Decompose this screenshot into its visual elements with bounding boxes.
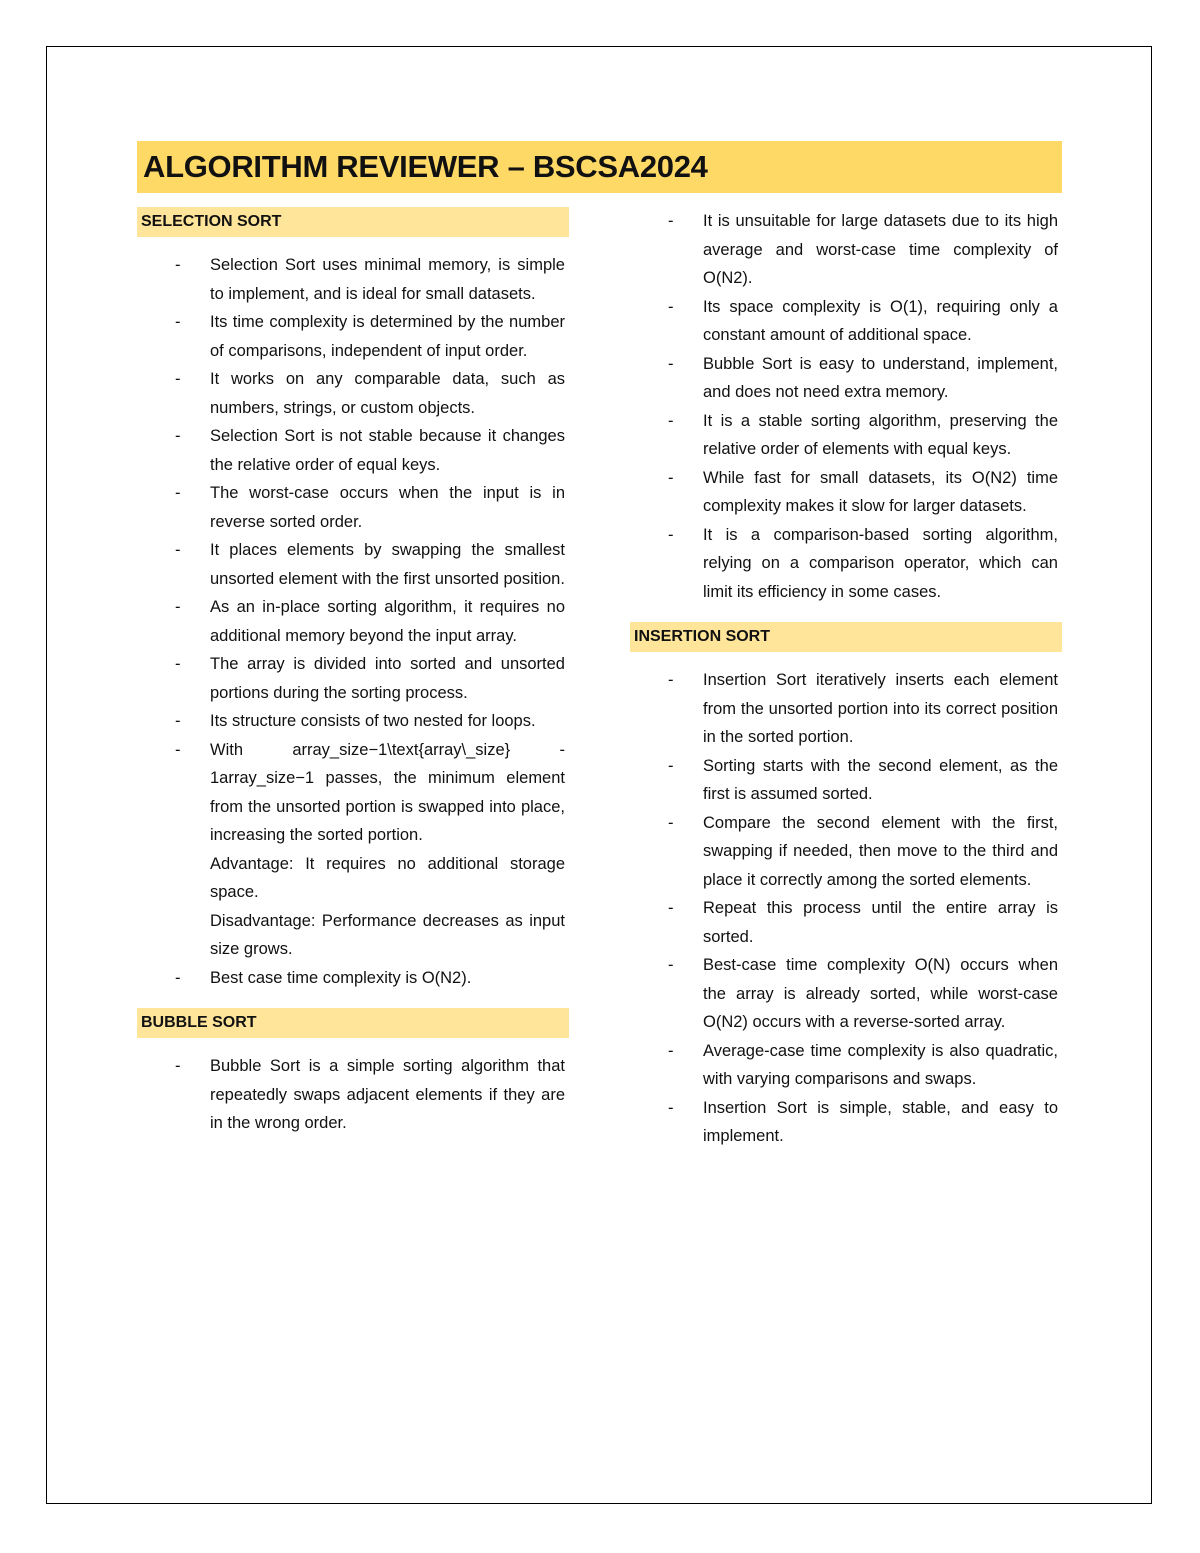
list-item: - Its structure consists of two nested for loops. xyxy=(137,707,569,736)
advantage-text: Advantage: It requires no additional storage space. xyxy=(210,854,565,901)
bullet-dash: - xyxy=(175,541,181,559)
list-item: - Bubble Sort is easy to understand, implement, and does not need extra memory. xyxy=(630,350,1062,407)
bullet-dash: - xyxy=(175,256,181,274)
bullet-dash: - xyxy=(175,484,181,502)
bullet-dash: - xyxy=(175,427,181,445)
document-title: ALGORITHM REVIEWER – BSCSA2024 xyxy=(143,149,708,184)
right-column xyxy=(630,207,1062,1151)
list-item: - While fast for small datasets, its O(N2) time complexity makes it slow for larger datasets. xyxy=(630,464,1062,521)
bullet-dash: - xyxy=(668,899,674,917)
bubble-sort-list-right xyxy=(630,207,1062,606)
list-item: - Compare the second element with the first, swapping if needed, then move to the third and place it correctly among the sorted elements. xyxy=(630,809,1062,895)
bullet-dash: - xyxy=(175,712,181,730)
list-item: - Insertion Sort iteratively inserts each element from the unsorted portion into its correct position in the sorted portion. xyxy=(630,666,1062,752)
bullet-dash: - xyxy=(175,968,181,987)
insertion-sort-list xyxy=(630,666,1062,1151)
list-item: - It works on any comparable data, such as numbers, strings, or custom objects. xyxy=(137,365,569,422)
bullet-dash: - xyxy=(668,756,674,775)
bubble-sort-list-left xyxy=(137,1052,569,1138)
bullet-dash: - xyxy=(175,598,181,616)
bullet-dash: - xyxy=(175,370,181,388)
list-item: - Average-case time complexity is also quadratic, with varying comparisons and swaps. xyxy=(630,1037,1062,1094)
bullet-dash: - xyxy=(668,1098,674,1117)
bullet-dash: - xyxy=(668,1041,674,1060)
list-item: - Selection Sort uses minimal memory, is simple to implement, and is ideal for small datasets. xyxy=(137,251,569,308)
list-item: - Sorting starts with the second element, as the first is assumed sorted. xyxy=(630,752,1062,809)
list-item: - Best case time complexity is O(N2). xyxy=(137,964,569,993)
list-item: - It is a stable sorting algorithm, preserving the relative order of elements with equal keys. xyxy=(630,407,1062,464)
list-item: - It is unsuitable for large datasets due to its high average and worst-case time complexity of O(N2). xyxy=(630,207,1062,293)
list-item: - As an in-place sorting algorithm, it requires no additional memory beyond the input array. xyxy=(137,593,569,650)
list-item: - Bubble Sort is a simple sorting algorithm that repeatedly swaps adjacent elements if they are in the wrong order. xyxy=(137,1052,569,1138)
bullet-dash: - xyxy=(668,354,674,373)
list-item: - It is a comparison-based sorting algorithm, relying on a comparison operator, which can limit its efficiency in some cases. xyxy=(630,521,1062,607)
section-heading-insertion-sort: INSERTION SORT xyxy=(630,622,1062,652)
left-column xyxy=(137,207,569,1138)
bullet-dash: - xyxy=(668,956,674,974)
list-item: - Best-case time complexity O(N) occurs when the array is already sorted, while worst-case O(N2) occurs with a reverse-sorted array. xyxy=(630,951,1062,1037)
bullet-dash: - xyxy=(668,813,674,832)
bullet-dash: - xyxy=(668,411,674,430)
bullet-dash: - xyxy=(668,525,674,544)
section-heading-bubble-sort: BUBBLE SORT xyxy=(137,1008,569,1038)
bullet-dash: - xyxy=(668,468,674,487)
list-item: - The array is divided into sorted and unsorted portions during the sorting process. xyxy=(137,650,569,707)
bullet-dash: - xyxy=(668,671,674,689)
title-bar xyxy=(137,141,1062,193)
section-heading-selection-sort: SELECTION SORT xyxy=(137,207,569,237)
list-item: - Its time complexity is determined by the number of comparisons, independent of input order. xyxy=(137,308,569,365)
bullet-dash: - xyxy=(175,313,181,331)
list-item: - It places elements by swapping the smallest unsorted element with the first unsorted position. xyxy=(137,536,569,593)
list-item: - Its space complexity is O(1), requiring only a constant amount of additional space. xyxy=(630,293,1062,350)
list-item: - Selection Sort is not stable because it changes the relative order of equal keys. xyxy=(137,422,569,479)
list-item: - The worst-case occurs when the input is in reverse sorted order. xyxy=(137,479,569,536)
list-item: - Insertion Sort is simple, stable, and easy to implement. xyxy=(630,1094,1062,1151)
bullet-dash: - xyxy=(175,1057,181,1075)
bullet-dash: - xyxy=(668,297,674,316)
bullet-dash: - xyxy=(175,740,181,759)
bullet-dash: - xyxy=(175,655,181,673)
disadvantage-text: Disadvantage: Performance decreases as input size grows. xyxy=(210,911,565,958)
selection-sort-list xyxy=(137,251,569,992)
list-item: - Repeat this process until the entire array is sorted. xyxy=(630,894,1062,951)
list-item: - With array_size−1\text{array\_size} - 1array_size−1 passes, the minimum element from the unsorted portion is swapped into place, increasing the sorted portion. xyxy=(137,736,569,850)
bullet-dash: - xyxy=(668,212,674,230)
